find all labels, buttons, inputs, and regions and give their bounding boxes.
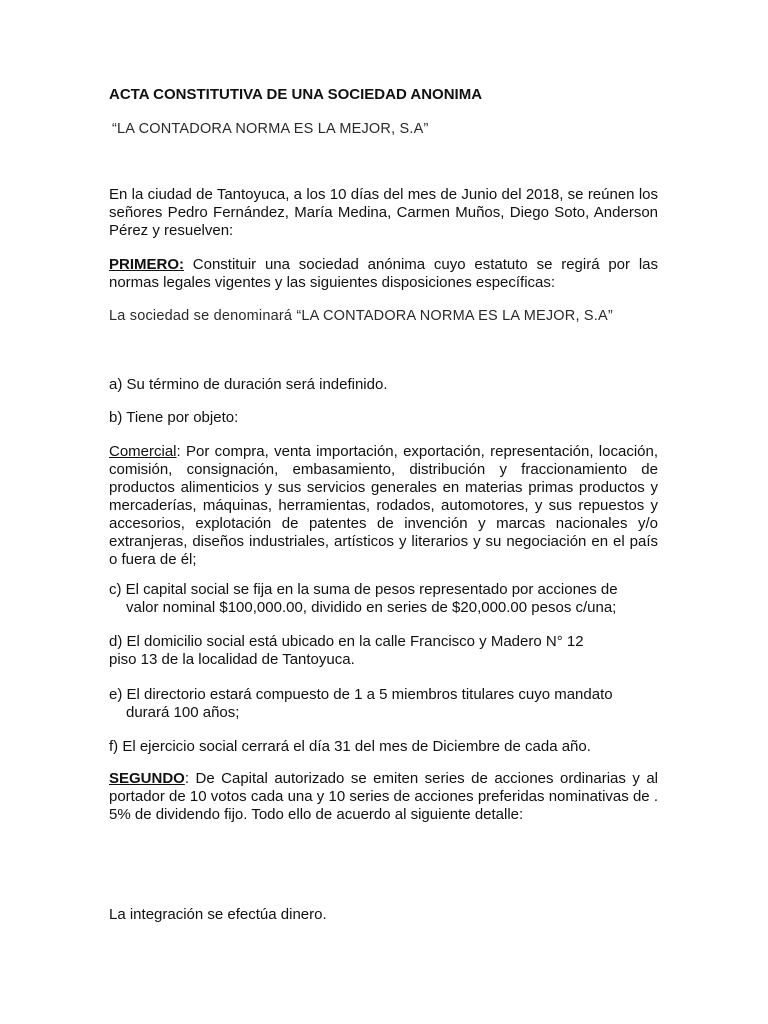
primero-paragraph xyxy=(109,256,658,292)
document-title: ACTA CONSTITUTIVA DE UNA SOCIEDAD ANONIMA xyxy=(109,86,483,103)
segundo-label: SEGUNDO xyxy=(109,770,185,787)
comercial-text: : Por compra, venta importación, exportación, representación, locación, comisión, consignación, embasamiento, distribución y fraccionamiento de productos alimenticios y sus servicios generales en materias primas productos y mercaderías, máquinas, herramientas, rodados, automotores, y sus repuestos y accesorios, explotación de patentes de invención y marcas nacionales y/o extranjeras, diseños industriales, artísticos y literarios y su negociación en el país o fuera de él; xyxy=(109,443,658,568)
item-e xyxy=(109,686,658,722)
item-d-line-1: d) El domicilio social está ubicado en la calle Francisco y Madero N° 12 xyxy=(109,633,584,650)
item-d-line-2: piso 13 de la localidad de Tantoyuca. xyxy=(109,651,355,668)
primero-text: Constituir una sociedad anónima cuyo estatuto se regirá por las normas legales vigentes y las siguientes disposiciones específicas: xyxy=(109,256,658,291)
item-c xyxy=(109,581,658,617)
intro-paragraph: En la ciudad de Tantoyuca, a los 10 días del mes de Junio del 2018, se reúnen los señores Pedro Fernández, María Medina, Carmen Muños, Diego Soto, Anderson Pérez y resuelven: xyxy=(109,186,658,239)
comercial-label: Comercial xyxy=(109,443,177,460)
item-c-line-2: valor nominal $100,000.00, dividido en series de $20,000.00 pesos c/una; xyxy=(126,599,617,616)
item-d xyxy=(109,633,658,669)
primero-label: PRIMERO: xyxy=(109,256,184,273)
item-e-line-1: e) El directorio estará compuesto de 1 a 5 miembros titulares cuyo mandato xyxy=(109,686,613,703)
integracion-line: La integración se efectúa dinero. xyxy=(109,906,327,923)
denominacion-line: La sociedad se denominará “LA CONTADORA NORMA ES LA MEJOR, S.A” xyxy=(109,308,613,324)
item-e-line-2: durará 100 años; xyxy=(126,704,240,721)
company-name-heading: “LA CONTADORA NORMA ES LA MEJOR, S.A” xyxy=(112,121,429,137)
item-a: a) Su término de duración será indefinido. xyxy=(109,376,388,393)
segundo-text: : De Capital autorizado se emiten series de acciones ordinarias y al portador de 10 votos cada una y 10 series de acciones preferidas nominativas de . 5% de dividendo fijo. Todo ello de acuerdo al siguiente detalle: xyxy=(109,770,658,823)
item-f: f) El ejercicio social cerrará el día 31 del mes de Diciembre de cada año. xyxy=(109,738,591,755)
comercial-paragraph xyxy=(109,443,658,569)
item-b: b) Tiene por objeto: xyxy=(109,409,239,426)
segundo-paragraph xyxy=(109,770,658,824)
item-c-line-1: c) El capital social se fija en la suma de pesos representado por acciones de xyxy=(109,581,618,598)
